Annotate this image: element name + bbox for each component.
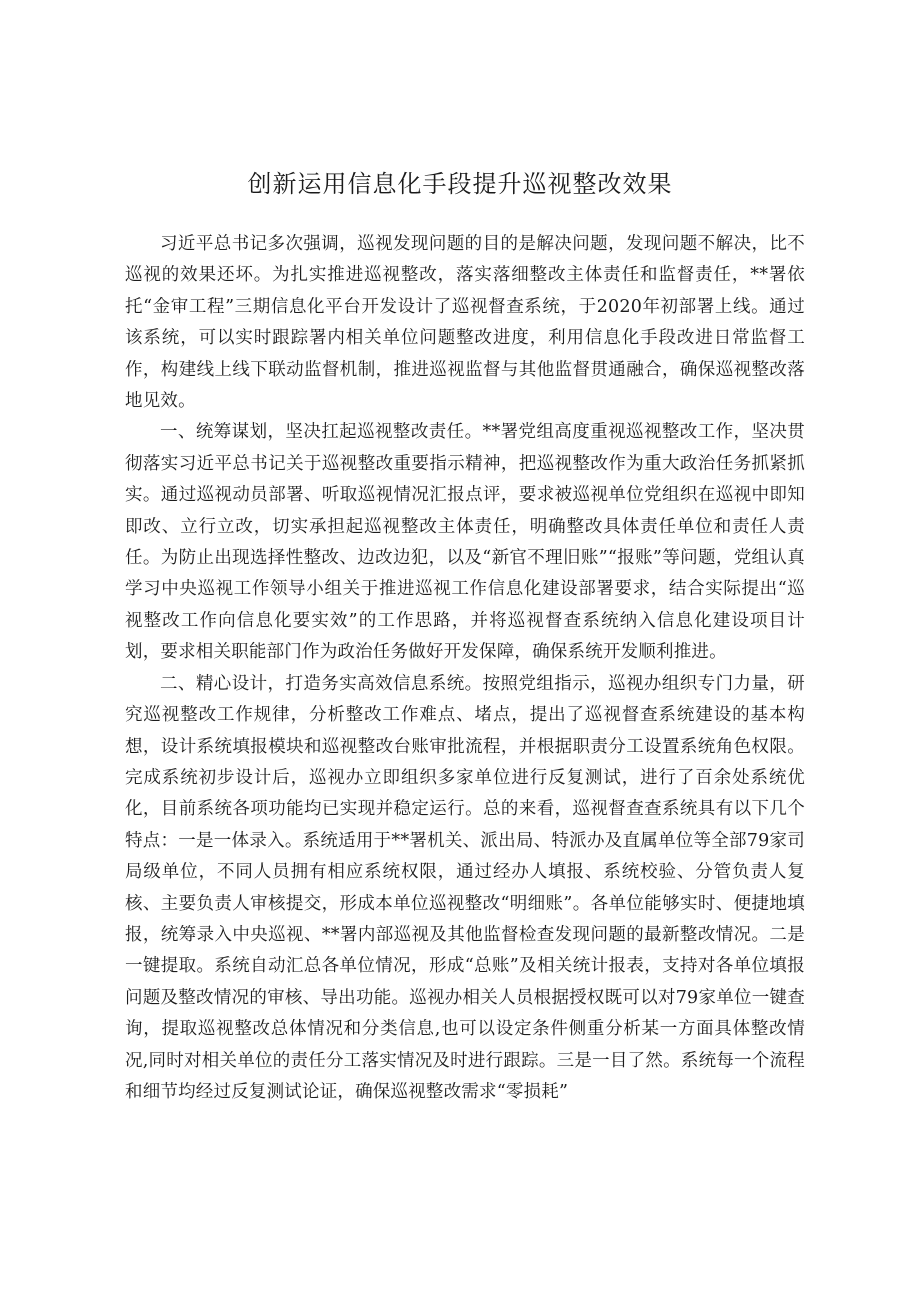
- document-title: 创新运用信息化手段提升巡视整改效果: [247, 170, 673, 198]
- document-body: [125, 229, 805, 1108]
- paragraph-intro: 习近平总书记多次强调，巡视发现问题的目的是解决问题，发现问题不解决，比不巡视的效果还坏。为扎实推进巡视整改，落实落细整改主体责任和监督责任，**署依托“金审工程”三期信息化平台开发设计了巡视督查系统，于2020年初部署上线。通过该系统，可以实时跟踪署内相关单位问题整改进度，利用信息化手段改进日常监督工作，构建线上线下联动监督机制，推进巡视监督与其他监督贯通融合，确保巡视整改落地见效。: [125, 234, 805, 412]
- paragraph-section-1: 一、统筹谋划，坚决扛起巡视整改责任。**署党组高度重视巡视整改工作，坚决贯彻落实习近平总书记关于巡视整改重要指示精神，把巡视整改作为重大政治任务抓紧抓实。通过巡视动员部署、听取巡视情况汇报点评，要求被巡视单位党组织在巡视中即知即改、立行立改，切实承担起巡视整改主体责任，明确整改具体责任单位和责任人责任。为防止出现选择性整改、边改边犯，以及“新官不理旧账”“报账”等问题，党组认真学习中央巡视工作领导小组关于推进巡视工作信息化建设部署要求，结合实际提出“巡视整改工作向信息化要实效”的工作思路，并将巡视督查系统纳入信息化建设项目计划，要求相关职能部门作为政治任务做好开发保障，确保系统开发顺利推进。: [125, 422, 805, 663]
- paragraph-section-2: 二、精心设计，打造务实高效信息系统。按照党组指示，巡视办组织专门力量，研究巡视整改工作规律，分析整改工作难点、堵点，提出了巡视督查系统建设的基本构想，设计系统填报模块和巡视整改台账审批流程，并根据职责分工设置系统角色权限。完成系统初步设计后，巡视办立即组织多家单位进行反复测试，进行了百余处系统优化，目前系统各项功能均已实现并稳定运行。总的来看，巡视督查查系统具有以下几个特点：一是一体录入。系统适用于**署机关、派出局、特派办及直属单位等全部79家司局级单位，不同人员拥有相应系统权限，通过经办人填报、系统校验、分管负责人复核、主要负责人审核提交，形成本单位巡视整改“明细账”。各单位能够实时、便捷地填报，统筹录入中央巡视、**署内部巡视及其他监督检查发现问题的最新整改情况。二是一键提取。系统自动汇总各单位情况，形成“总账”及相关统计报表，支持对各单位填报问题及整改情况的审核、导出功能。巡视办相关人员根据授权既可以对79家单位一键查询，提取巡视整改总体情况和分类信息,也可以设定条件侧重分析某一方面具体整改情况,同时对相关单位的责任分工落实情况及时进行跟踪。三是一目了然。系统每一个流程和细节均经过反复测试论证，确保巡视整改需求“零损耗”: [125, 673, 805, 1102]
